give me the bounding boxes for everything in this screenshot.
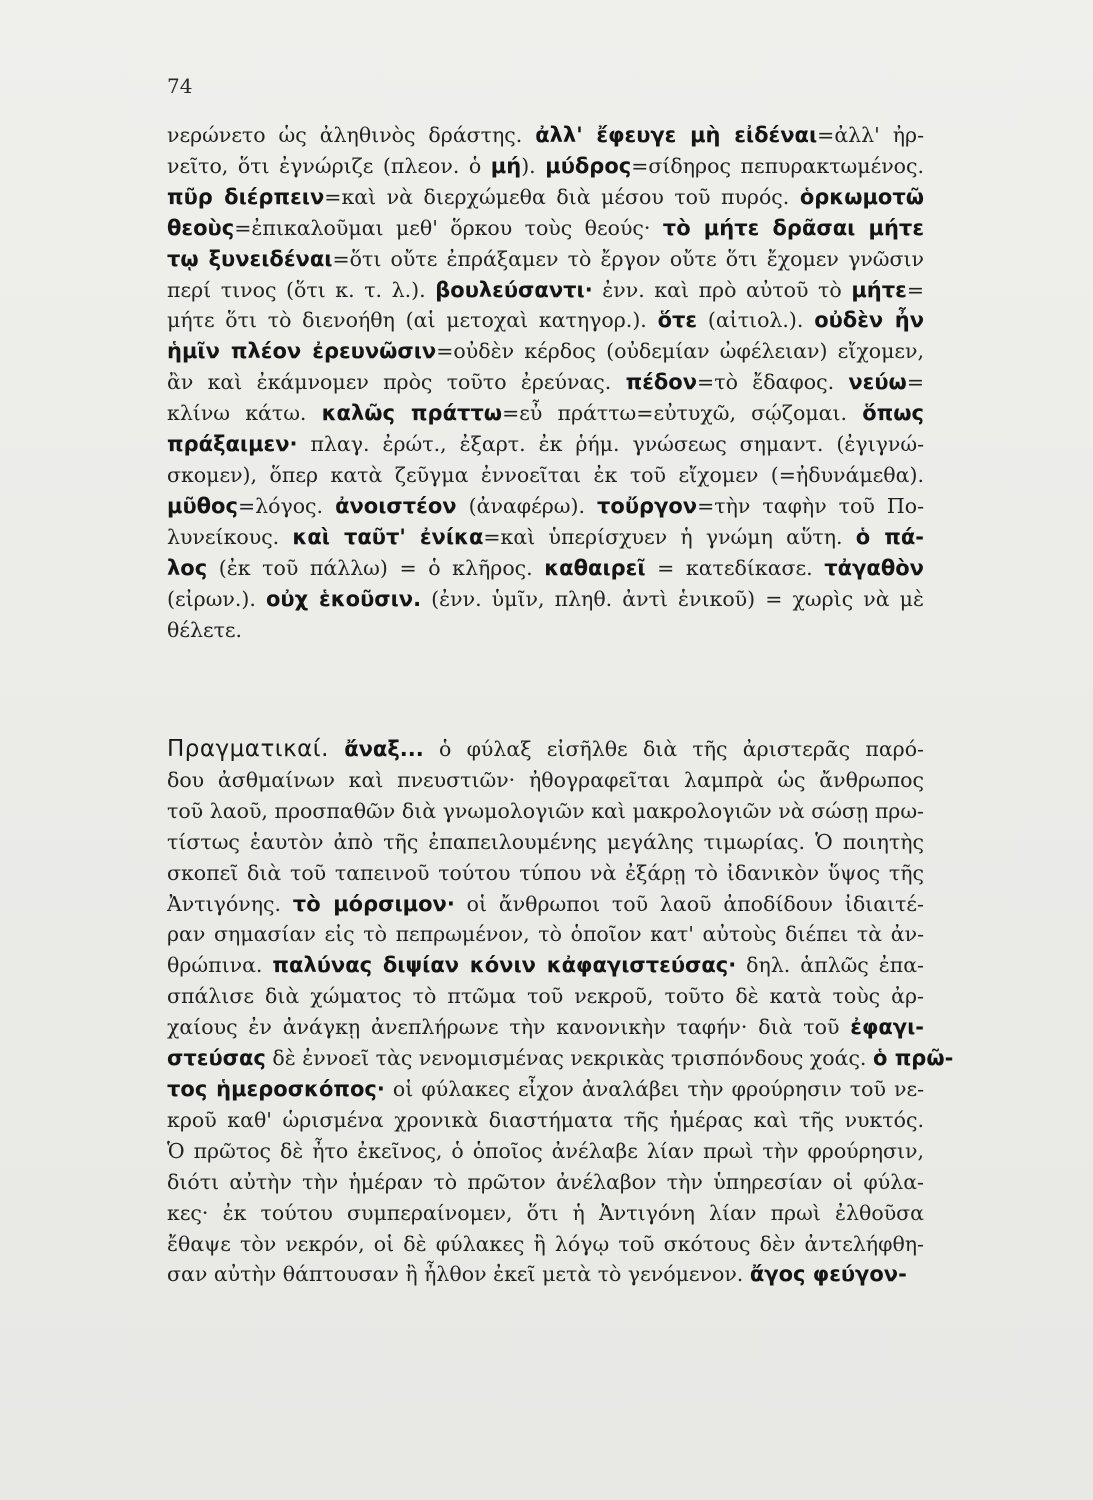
commentary-notes	[167, 120, 924, 645]
text-segment: Ἀντιγόνης.	[167, 891, 293, 916]
lemma-term: στεύσας	[167, 1046, 266, 1071]
text-segment: =εὖ πράττω=εὐτυχῶ, σῴζομαι.	[502, 401, 863, 426]
text-line	[167, 491, 924, 522]
lemma-term: καλῶς πράττω	[321, 401, 503, 426]
text-segment: οἱ φύλακες εἶχον ἀναλάβει τὴν φρούρησιν τοῦ νε-	[384, 1076, 924, 1101]
text-segment: θέλετε.	[167, 617, 243, 642]
text-segment: δηλ. ἁπλῶς ἐπα-	[736, 953, 924, 978]
lemma-term: πῦρ διέρπειν	[167, 184, 325, 209]
lemma-term: καὶ ταῦτ' ἐνίκα	[292, 524, 484, 549]
text-line	[167, 889, 924, 920]
text-line	[167, 765, 924, 796]
text-segment: =	[906, 370, 924, 395]
text-segment: περί τινος (ὅτι κ. τ. λ.).	[167, 277, 436, 302]
text-line	[167, 950, 924, 981]
lemma-term: ὁ πρῶ-	[872, 1046, 954, 1071]
lemma-term: οὐδὲν ἦν	[814, 308, 924, 333]
text-line	[167, 429, 924, 460]
text-segment: =τὴν ταφὴν τοῦ Πο-	[697, 493, 924, 518]
text-line	[167, 796, 924, 827]
text-segment: σπάλισε διὰ χώματος τὸ πτῶμα τοῦ νεκροῦ, τοῦτο δὲ κατὰ τοὺς ἀρ-	[167, 984, 924, 1009]
text-line	[167, 1074, 924, 1105]
text-segment: ἔθαψε τὸν νεκρόν, οἱ δὲ φύλακες ἢ λόγῳ τοῦ σκότους δὲν ἀντελήφθη-	[167, 1231, 924, 1256]
text-line	[167, 734, 924, 765]
text-segment: νερώνετο ὡς ἀληθινὸς δράστης.	[167, 123, 536, 147]
text-line	[167, 120, 924, 151]
text-segment: κλίνω κάτω.	[167, 401, 322, 426]
text-segment: χαίους ἐν ἀνάγκῃ ἀνεπλήρωνε τὴν κανονικὴν ταφήν· διὰ τοῦ	[167, 1015, 851, 1040]
text-segment: λυνείκους.	[167, 524, 293, 549]
text-segment: οἱ ἄνθρωποι τοῦ λαοῦ ἀποδίδουν ἰδιαιτέ-	[454, 891, 924, 916]
text-line	[167, 1198, 924, 1229]
lemma-term: νεύω	[848, 370, 907, 395]
text-segment: πλαγ. ἐρώτ., ἐξαρτ. ἐκ ῥήμ. γνώσεως σημαντ. (ἐγιγνώ-	[297, 432, 924, 457]
text-segment: =οὐδὲν κέρδος (οὐδεμίαν ὠφέλειαν) εἴχομεν,	[436, 339, 925, 364]
text-line	[167, 1259, 924, 1290]
text-segment: (ἐνν. ὑμῖν, πληθ. ἀντὶ ἑνικοῦ) = χωρὶς νὰ μὲ	[421, 586, 924, 611]
text-segment: νεῖτο, ὅτι ἐγνώριζε (πλεον. ὁ	[167, 153, 491, 178]
lemma-term: ὁρκωμοτῶ	[799, 184, 924, 209]
text-line	[167, 1136, 924, 1167]
lemma-term: ἀλλ' ἔφευγε μὴ εἰδέναι	[535, 123, 818, 147]
text-segment: δὲ ἐννοεῖ τὰς νενομισμένας νεκρικὰς τρισπόνδους χοάς.	[265, 1046, 873, 1071]
text-segment: =τὸ ἔδαφος.	[697, 370, 849, 395]
lemma-term: οὐχ ἑκοῦσιν.	[266, 586, 422, 611]
text-segment: ἐνν. καὶ πρὸ αὐτοῦ τὸ	[592, 277, 852, 302]
text-segment: =ἐπικαλοῦμαι μεθ' ὅρκου τοὺς θεούς·	[234, 215, 663, 240]
text-segment: τίστως ἑαυτὸν ἀπὸ τῆς ἐπαπειλουμένης μεγάλης τιμωρίας. Ὁ ποιητὴς	[167, 829, 924, 854]
text-segment: σκομεν), ὅπερ κατὰ ζεῦγμα ἐννοεῖται ἐκ τοῦ εἴχομεν (=ἠδυνάμεθα).	[167, 462, 924, 487]
text-segment: (ἀναφέρω).	[456, 493, 598, 518]
lemma-term: ἐφαγι-	[850, 1015, 924, 1040]
text-line	[167, 1012, 924, 1043]
text-line	[167, 182, 924, 213]
text-segment	[329, 737, 344, 761]
lemma-term: πράξαιμεν·	[167, 432, 298, 457]
text-line	[167, 1043, 954, 1074]
text-segment: (ἐκ τοῦ πάλλω) = ὁ κλῆρος.	[207, 555, 545, 580]
text-segment: =ὅτι οὔτε ἐπράξαμεν τὸ ἔργον οὔτε ὅτι ἔχομεν γνῶσιν	[332, 246, 925, 271]
text-line	[167, 460, 924, 491]
lemma-term: ἄγος φεύγον-	[749, 1262, 907, 1287]
lemma-term: παλύνας διψίαν κόνιν κἀφαγιστεύσας·	[272, 953, 737, 978]
text-segment: σκοπεῖ διὰ τοῦ ταπεινοῦ τούτου τύπου νὰ ἐξάρῃ τὸ ἰδανικὸν ὕψος τῆς	[167, 860, 924, 885]
section-heading: Πραγματικαί.	[167, 736, 329, 762]
lemma-term: τος ἡμεροσκόπος·	[167, 1076, 385, 1101]
lemma-term: τὸ μήτε δρᾶσαι μήτε	[662, 215, 925, 240]
text-line	[167, 151, 924, 182]
text-line	[167, 1229, 924, 1260]
lemma-term: ὅτε	[657, 308, 698, 333]
lemma-term: ἡμῖν πλέον ἐρευνῶσιν	[167, 339, 437, 364]
text-segment: =	[906, 277, 924, 302]
text-line	[167, 305, 924, 336]
text-segment: μήτε ὅτι τὸ διενοήθη (αἱ μετοχαὶ κατηγορ.).	[167, 308, 658, 333]
text-line	[167, 336, 924, 367]
lemma-term: μῦθος	[167, 493, 238, 518]
lemma-term: τἀγαθὸν	[824, 555, 924, 580]
text-segment: =καὶ νὰ διερχώμεθα διὰ μέσου τοῦ πυρός.	[324, 184, 800, 209]
text-line	[167, 275, 924, 306]
text-segment: =λόγος.	[237, 493, 336, 518]
lemma-term: βουλεύσαντι·	[435, 277, 593, 302]
text-segment: κες· ἐκ τούτου συμπεραίνομεν, ὅτι ἡ Ἀντιγόνη λίαν πρωὶ ἐλθοῦσα	[167, 1200, 924, 1225]
text-segment: κροῦ καθ' ὡρισμένα χρονικὰ διαστήματα τῆς ἡμέρας καὶ τῆς νυκτός.	[167, 1107, 924, 1132]
lemma-term: τοὔργον	[597, 493, 698, 518]
text-segment: σαν αὐτὴν θάπτουσαν ἢ ἦλθον ἐκεῖ μετὰ τὸ γενόμενον.	[167, 1262, 750, 1287]
text-segment: =ἀλλ' ἠρ-	[817, 123, 924, 147]
text-segment: διότι αὐτὴν τὴν ἡμέραν τὸ πρῶτον ἀνέλαβον τὴν ὑπηρεσίαν οἱ φύλα-	[167, 1169, 924, 1194]
lemma-term: πέδον	[625, 370, 698, 395]
text-line	[167, 244, 924, 275]
lemma-term: τὸ μόρσιμον·	[292, 891, 455, 916]
text-segment: ἂν καὶ ἐκάμνομεν πρὸς τοῦτο ἐρεύνας.	[167, 370, 626, 395]
lemma-term: τῳ ξυνειδέναι	[167, 246, 333, 271]
text-segment: δου ἀσθμαίνων καὶ πνευστιῶν· ἠθογραφεῖται λαμπρὰ ὡς ἄνθρωπος	[167, 767, 924, 792]
text-segment: ).	[521, 153, 546, 178]
text-segment: ὁ φύλαξ εἰσῆλθε διὰ τῆς ἀριστερᾶς παρό-	[423, 737, 924, 761]
text-segment: = κατεδίκασε.	[645, 555, 825, 580]
lemma-term: ἄναξ...	[344, 737, 424, 761]
text-line	[167, 858, 924, 889]
text-line	[167, 522, 924, 553]
text-line	[167, 398, 924, 429]
text-line	[167, 827, 924, 858]
lemma-term: μή	[490, 153, 522, 178]
lemma-term: μήτε	[851, 277, 907, 302]
text-segment: Ὁ πρῶτος δὲ ἦτο ἐκεῖνος, ὁ ὁποῖος ἀνέλαβε λίαν πρωὶ τὴν φρούρησιν,	[167, 1138, 924, 1163]
lemma-term: μύδρος	[545, 153, 632, 178]
text-line	[167, 981, 924, 1012]
text-line	[167, 584, 924, 615]
text-segment: θρώπινα.	[167, 953, 273, 978]
text-segment: =καὶ ὑπερίσχυεν ἡ γνώμη αὕτη.	[483, 524, 856, 549]
text-line	[167, 213, 924, 244]
lemma-term: ὅπως	[862, 401, 924, 426]
lemma-term: λος	[167, 555, 208, 580]
lemma-term: ὁ πά-	[855, 524, 924, 549]
text-line	[167, 919, 924, 950]
lemma-term: καθαιρεῖ	[544, 555, 646, 580]
text-segment: (εἰρων.).	[167, 586, 266, 611]
text-segment: ραν σημασίαν εἰς τὸ πεπρωμένον, τὸ ὁποῖον κατ' αὐτοὺς διέπει τὰ ἀν-	[167, 922, 924, 947]
lemma-term: θεοὺς	[167, 215, 235, 240]
text-segment: τοῦ λαοῦ, προσπαθῶν διὰ γνωμολογιῶν καὶ μακρολογιῶν νὰ σώσῃ πρω-	[167, 798, 924, 823]
lemma-term: ἀνοιστέον	[335, 493, 457, 518]
text-line	[167, 553, 924, 584]
text-line	[167, 1167, 924, 1198]
text-segment: (αἰτιολ.).	[697, 308, 815, 333]
text-line	[167, 615, 924, 646]
factual-notes	[167, 734, 954, 1290]
text-line	[167, 1105, 924, 1136]
text-segment: =σίδηρος πεπυρακτωμένος.	[631, 153, 925, 178]
text-line	[167, 367, 924, 398]
page-number: 74	[167, 74, 193, 98]
